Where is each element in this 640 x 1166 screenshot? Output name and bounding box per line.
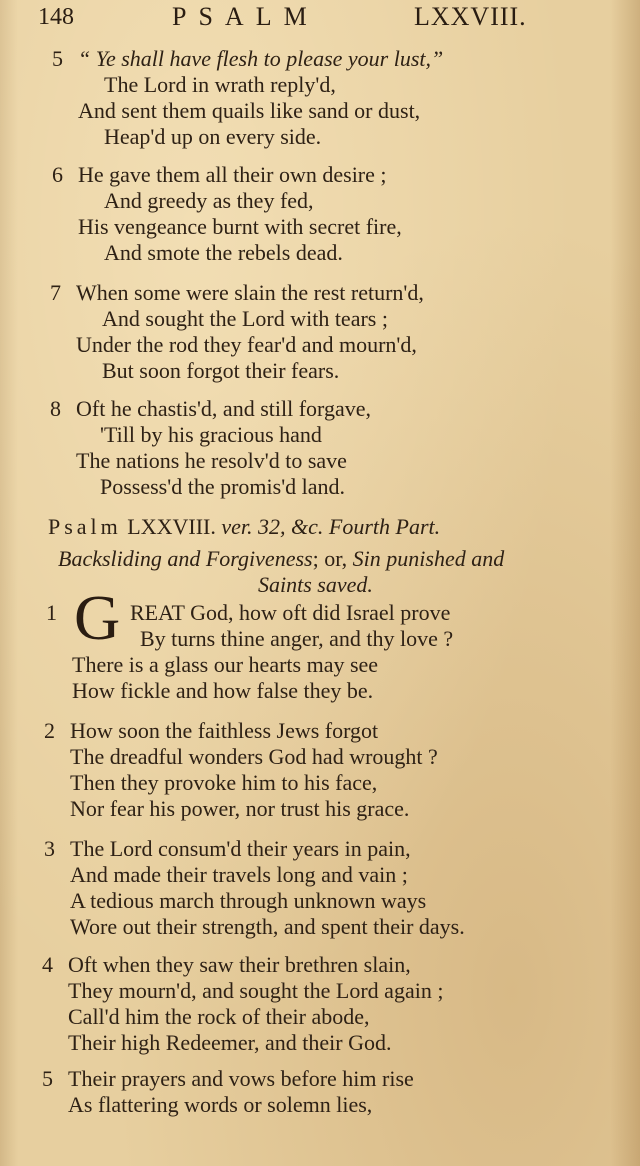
verse-line: Heap'd up on every side. xyxy=(104,124,322,149)
verse-number: 4 xyxy=(42,952,53,977)
section-verse-ref: ver. 32, &c. xyxy=(221,514,324,539)
verse-number: 5 xyxy=(42,1066,53,1091)
verse-line: And greedy as they fed, xyxy=(104,188,314,213)
verse-line: And smote the rebels dead. xyxy=(104,240,343,265)
verse-line: Call'd him the rock of their abode, xyxy=(68,1004,370,1029)
verse-line: They mourn'd, and sought the Lord again ; xyxy=(68,978,444,1003)
verse-line: When some were slain the rest return'd, xyxy=(76,280,424,305)
verse-line: Nor fear his power, nor trust his grace. xyxy=(70,796,410,821)
running-header xyxy=(38,2,638,32)
verse-number: 5 xyxy=(52,46,63,71)
verse-line: And sought the Lord with tears ; xyxy=(102,306,388,331)
verse-line: But soon forgot their fears. xyxy=(102,358,340,383)
section-psalm-number: LXXVIII. xyxy=(127,514,216,539)
verse-line: Then they provoke him to his face, xyxy=(70,770,378,795)
verse-line: A tedious march through unknown ways xyxy=(70,888,427,913)
verse-line: How soon the faithless Jews forgot xyxy=(70,718,379,743)
verse-line: 'Till by his gracious hand xyxy=(100,422,322,447)
section-heading xyxy=(48,514,440,540)
verse-line: Possess'd the promis'd land. xyxy=(100,474,346,499)
section-part: Fourth Part. xyxy=(328,514,441,539)
section-psalm-label: Psalm xyxy=(48,514,122,539)
header-title: PSALM xyxy=(172,2,319,31)
header-psalm-number: LXXVIII. xyxy=(414,2,527,31)
verse-line: Under the rod they fear'd and mourn'd, xyxy=(76,332,417,357)
verse-line: And sent them quails like sand or dust, xyxy=(78,98,421,123)
verse-number: 2 xyxy=(44,718,55,743)
verse-line: Oft he chastis'd, and still forgave, xyxy=(76,396,371,421)
verse-line: Oft when they saw their brethren slain, xyxy=(68,952,411,977)
verse-number: 6 xyxy=(52,162,63,187)
subtitle-b: Sin punished and xyxy=(352,546,505,571)
verse-line: How fickle and how false they be. xyxy=(72,678,374,703)
verse-line: The nations he resolv'd to save xyxy=(76,448,347,473)
subtitle-a: Backsliding and Forgiveness xyxy=(58,546,313,571)
verse-line: Their high Redeemer, and their God. xyxy=(68,1030,392,1055)
verse-number: 1 xyxy=(46,600,57,625)
page-number: 148 xyxy=(38,4,74,30)
verse-line: “ Ye shall have flesh to please your lust,” xyxy=(78,46,444,71)
section-subtitle xyxy=(58,546,504,572)
verse-line: The dreadful wonders God had wrought ? xyxy=(70,744,438,769)
verse-line: REAT God, how oft did Israel prove xyxy=(130,600,451,625)
verse-line: As flattering words or solemn lies, xyxy=(68,1092,373,1117)
verse-line: Their prayers and vows before him rise xyxy=(68,1066,414,1091)
drop-cap: G xyxy=(74,582,121,653)
verse-line: He gave them all their own desire ; xyxy=(78,162,387,187)
subtitle-c: Saints saved. xyxy=(258,572,373,597)
verse-line: Wore out their strength, and spent their days. xyxy=(70,914,465,939)
verse-line: The Lord consum'd their years in pain, xyxy=(70,836,411,861)
verse-line: There is a glass our hearts may see xyxy=(72,652,379,677)
verse-line: By turns thine anger, and thy love ? xyxy=(140,626,454,651)
verse-number: 3 xyxy=(44,836,55,861)
verse-number: 8 xyxy=(50,396,61,421)
verse-line: The Lord in wrath reply'd, xyxy=(104,72,336,97)
verse-line: And made their travels long and vain ; xyxy=(70,862,408,887)
subtitle-or: ; or, xyxy=(312,546,348,571)
verse-line: His vengeance burnt with secret fire, xyxy=(78,214,402,239)
verse-number: 7 xyxy=(50,280,61,305)
